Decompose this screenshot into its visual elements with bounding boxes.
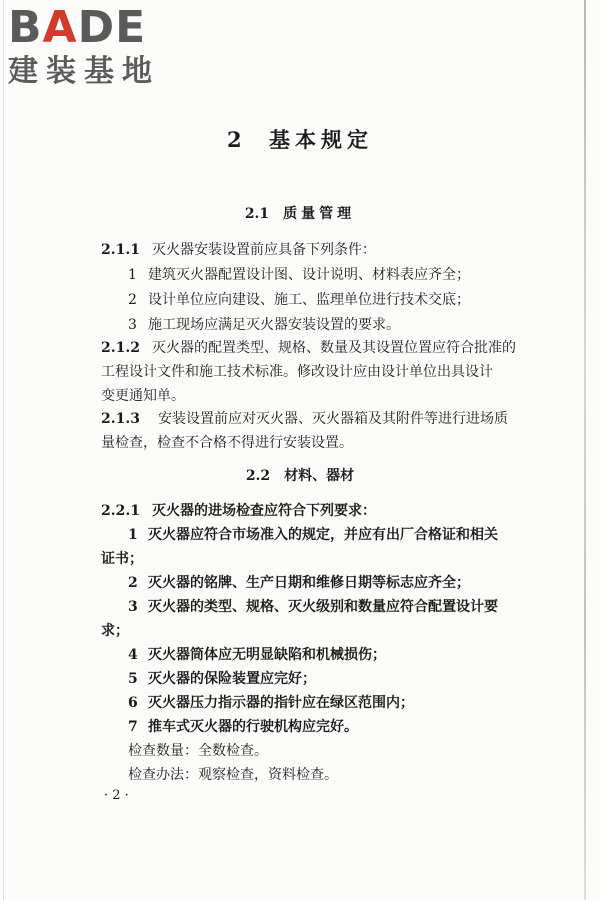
chapter-title: [0, 124, 600, 154]
list-item: 1 建筑灭火器配置设计图、设计说明、材料表应齐全；: [128, 267, 470, 283]
clause-2-2-1: [101, 500, 376, 520]
clause-text-line: 工程设计文件和施工技术标准。修改设计应由设计单位出具设计: [101, 364, 493, 380]
check-method: 检查办法：观察检查，资料检查。: [128, 767, 338, 783]
clause-number: 2.1.1: [101, 242, 140, 258]
section-number: 2.2: [245, 468, 271, 484]
section-number: 2.1: [244, 206, 270, 222]
section-name: 材料、器材: [284, 468, 355, 484]
clause-2-1-1: [101, 239, 376, 259]
logo-subtitle: 建装基地: [8, 54, 160, 89]
list-item-continuation: 求；: [101, 623, 129, 639]
chapter-name: 基本规定: [268, 127, 373, 152]
clause-number: 2.2.1: [101, 503, 140, 519]
page-number: · 2 ·: [104, 788, 129, 803]
clause-text: 灭火器的进场检查应符合下列要求：: [151, 503, 376, 519]
list-item: 3 施工现场应满足灭火器安装设置的要求。: [128, 317, 400, 333]
clause-text-line: 变更通知单。: [101, 388, 185, 404]
chapter-number: 2: [227, 127, 247, 152]
clause-number: 2.1.3: [101, 411, 140, 427]
section-title-2-1: [0, 203, 600, 223]
list-item: 3 灭火器的类型、规格、灭火级别和数量应符合配置设计要: [128, 599, 498, 615]
section-title-2-2: [0, 465, 600, 485]
clause-2-1-2: 2.1.2 灭火器的配置类型、规格、数量及其设置位置应符合批准的: [101, 340, 516, 356]
list-item: 2 灭火器的铭牌、生产日期和维修日期等标志应齐全；: [128, 575, 470, 591]
bade-logo: [8, 4, 178, 96]
list-item: 4 灭火器筒体应无明显缺陷和机械损伤；: [128, 647, 386, 663]
clause-text-line: 量检查，检查不合格不得进行安装设置。: [101, 435, 353, 451]
list-item: 5 灭火器的保险装置应完好；: [128, 671, 316, 687]
list-item: 2 设计单位应向建设、施工、监理单位进行技术交底；: [128, 292, 470, 308]
logo-wordmark: BADE: [8, 2, 147, 53]
list-item: 7 推车式灭火器的行驶机构应完好。: [128, 719, 358, 735]
section-name: 质量管理: [283, 206, 356, 222]
logo-accent-letter: A: [42, 2, 78, 53]
clause-text: 灭火器安装设置前应具备下列条件：: [151, 242, 376, 258]
list-item: 1 灭火器应符合市场准入的规定，并应有出厂合格证和相关: [128, 527, 498, 543]
clause-2-1-3: 2.1.3 安装设置前应对灭火器、灭火器箱及其附件等进行进场质: [101, 411, 508, 427]
list-item-continuation: 证书；: [101, 551, 143, 567]
clause-number: 2.1.2: [101, 340, 140, 356]
check-quantity: 检查数量：全数检查。: [128, 743, 268, 759]
list-item: 6 灭火器压力指示器的指针应在绿区范围内；: [128, 695, 414, 711]
